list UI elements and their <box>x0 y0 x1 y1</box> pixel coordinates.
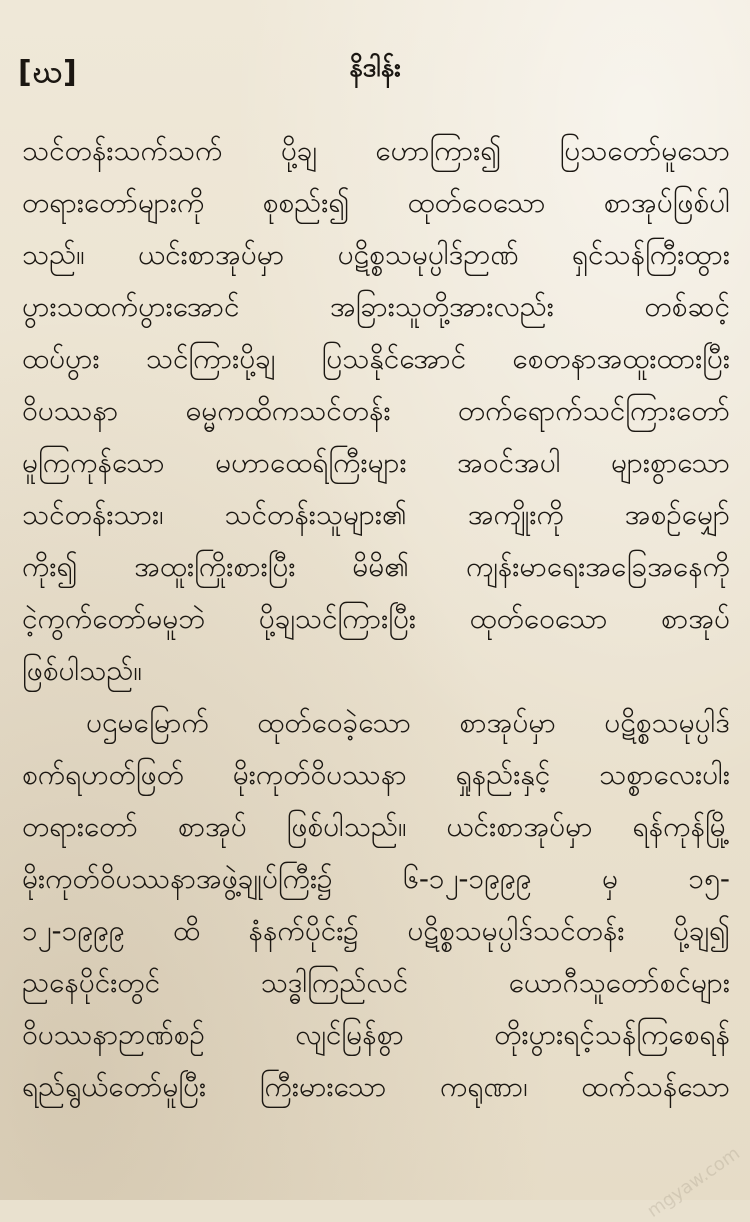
text-line: တရားတော်များကို စုစည်း၍ ထုတ်ဝေသော စာအုပ်ဖြစ်ပါ <box>22 186 730 219</box>
text-line: သင်တန်းသား၊ သင်တန်းသူများ၏ အကျိုးကို အစဉ်မျှော် <box>22 498 730 531</box>
text-line: ဖြစ်ပါသည်။ <box>22 654 142 687</box>
text-line: ဝိပဿနာဉာဏ်စဉ် လျင်မြန်စွာ တိုးပွားရင့်သန်ကြစေရန် <box>22 1018 730 1051</box>
text-line: ရည်ရွယ်တော်မူပြီး ကြီးမားသော ကရုဏာ၊ ထက်သန်သော <box>22 1070 730 1103</box>
text-line: ၁၂-၁၉၉၉ ထိ နံနက်ပိုင်း၌ ပဋိစ္စသမုပ္ပါဒ်သင်တန်း ပို့ချ၍ <box>22 914 730 947</box>
text-line: ထပ်ပွား သင်ကြားပို့ချ ပြသနိုင်အောင် စေတနာအထူးထားပြီး <box>22 342 730 375</box>
watermark: mgyaw.com <box>643 1142 744 1222</box>
text-line: တရားတော် စာအုပ် ဖြစ်ပါသည်။ ယင်းစာအုပ်မှာ ရန်ကုန်မြို့ <box>22 810 730 843</box>
page-title: နိဒါန်း <box>349 53 401 83</box>
text-line: ဝိပဿနာ ဓမ္မကထိကသင်တန်း တက်ရောက်သင်ကြားတော် <box>22 394 730 427</box>
text-line: စက်ရဟတ်ဖြတ် မိုးကုတ်ဝိပဿနာ ရှုနည်းနှင့် သစ္စာလေးပါး <box>22 758 730 791</box>
text-line: ပွားသထက်ပွားအောင် အခြားသူတို့အားလည်း တစ်ဆင့် <box>22 290 730 323</box>
body-text <box>22 125 730 1113</box>
text-line: မိုးကုတ်ဝိပဿနာအဖွဲ့ချုပ်ကြီး၌ ၆-၁၂-၁၉၉၉ မှ ၁၅- <box>22 862 730 895</box>
text-line: ညနေပိုင်းတွင် သဒ္ဓါကြည်လင် ယောဂီသူတော်စင်များ <box>22 966 730 999</box>
text-line: ပဌမမြောက် ထုတ်ဝေခဲ့သော စာအုပ်မှာ ပဋိစ္စသမုပ္ပါဒ် <box>86 706 730 739</box>
text-line: မူကြကုန်သော မဟာထေရ်ကြီးများ အဝင်အပါ များစွာသော <box>22 446 730 479</box>
text-line: ငဲ့ကွက်တော်မမူဘဲ ပို့ချသင်ကြားပြီး ထုတ်ဝေသော စာအုပ် <box>22 602 730 635</box>
text-line: သည်။ ယင်းစာအုပ်မှာ ပဋိစ္စသမုပ္ပါဒ်ဉာဏ် ရှင်သန်ကြီးထွား <box>22 238 730 271</box>
text-line: ကိုး၍ အထူးကြိုးစားပြီး မိမိ၏ ကျန်းမာရေးအခြေအနေကို <box>22 550 730 583</box>
text-line: သင်တန်းသက်သက် ပို့ချ ဟောကြား၍ ပြသတော်မူသော <box>22 134 730 167</box>
page-number: [ဃ] <box>18 55 78 90</box>
